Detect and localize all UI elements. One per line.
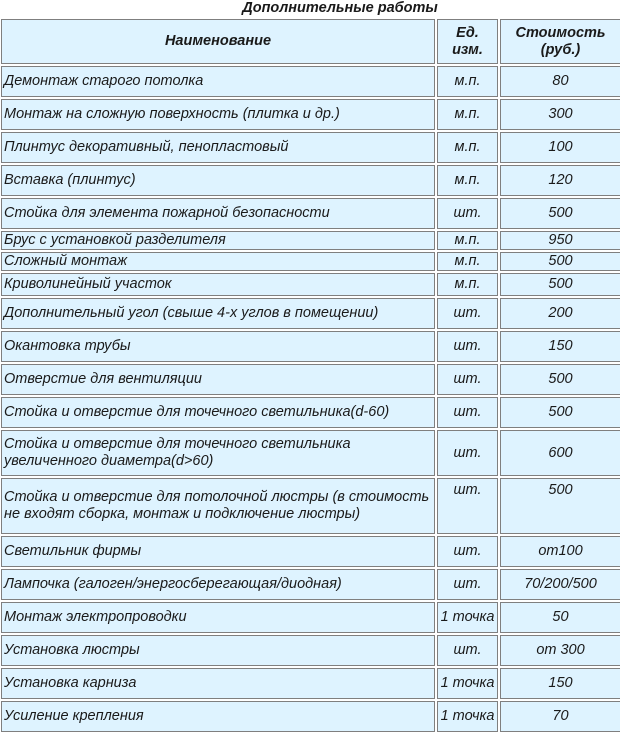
row-cost: 50 [500, 602, 620, 633]
table-row [1, 331, 620, 362]
row-name: Усиление крепления [1, 701, 435, 732]
table-row [1, 99, 620, 130]
row-unit: шт. [437, 430, 498, 476]
table-row [1, 701, 620, 732]
column-header-unit: Ед. изм. [437, 19, 498, 64]
row-unit: шт. [437, 569, 498, 600]
row-unit: шт. [437, 298, 498, 329]
row-cost: 500 [500, 397, 620, 428]
row-unit: 1 точка [437, 668, 498, 699]
table-row [1, 252, 620, 271]
row-cost: 70/200/500 [500, 569, 620, 600]
table-row [1, 397, 620, 428]
page-title: Дополнительные работы [0, 0, 620, 19]
table-row [1, 298, 620, 329]
row-name: Стойка для элемента пожарной безопасности [1, 198, 435, 229]
row-cost: 300 [500, 99, 620, 130]
table-row [1, 364, 620, 395]
table-row [1, 430, 620, 476]
row-unit: м.п. [437, 132, 498, 163]
row-unit: м.п. [437, 252, 498, 271]
row-name: Сложный монтаж [1, 252, 435, 271]
row-cost: 70 [500, 701, 620, 732]
row-name: Стойка и отверстие для точечного светильника увеличенного диаметра(d>60) [1, 430, 435, 476]
row-cost: от100 [500, 536, 620, 567]
table-row [1, 132, 620, 163]
row-unit: м.п. [437, 231, 498, 250]
table-row [1, 536, 620, 567]
table-row [1, 569, 620, 600]
row-unit: шт. [437, 635, 498, 666]
table-row [1, 66, 620, 97]
table-row [1, 198, 620, 229]
price-table [0, 17, 620, 734]
table-header-row [1, 19, 620, 64]
row-cost: от 300 [500, 635, 620, 666]
row-cost: 200 [500, 298, 620, 329]
table-row [1, 668, 620, 699]
row-name: Брус с установкой разделителя [1, 231, 435, 250]
row-cost: 500 [500, 252, 620, 271]
row-name: Окантовка трубы [1, 331, 435, 362]
row-unit: шт. [437, 198, 498, 229]
column-header-cost: Стоимость (руб.) [500, 19, 620, 64]
row-cost: 500 [500, 198, 620, 229]
row-unit: м.п. [437, 165, 498, 196]
row-name: Демонтаж старого потолка [1, 66, 435, 97]
row-name: Отверстие для вентиляции [1, 364, 435, 395]
row-cost: 150 [500, 668, 620, 699]
row-unit: 1 точка [437, 701, 498, 732]
table-row [1, 231, 620, 250]
row-unit: шт. [437, 364, 498, 395]
row-cost: 100 [500, 132, 620, 163]
row-unit: м.п. [437, 273, 498, 296]
row-name: Монтаж на сложную поверхность (плитка и др.) [1, 99, 435, 130]
row-name: Лампочка (галоген/энергосберегающая/диодная) [1, 569, 435, 600]
row-name: Плинтус декоративный, пенопластовый [1, 132, 435, 163]
row-unit: м.п. [437, 66, 498, 97]
row-cost: 500 [500, 364, 620, 395]
row-unit: м.п. [437, 99, 498, 130]
row-cost: 80 [500, 66, 620, 97]
table-body [1, 66, 620, 732]
table-row [1, 273, 620, 296]
table-row [1, 165, 620, 196]
row-name: Установка карниза [1, 668, 435, 699]
row-name: Криволинейный участок [1, 273, 435, 296]
row-cost: 950 [500, 231, 620, 250]
row-cost: 500 [500, 273, 620, 296]
row-unit: шт. [437, 536, 498, 567]
row-name: Стойка и отверстие для точечного светильника(d-60) [1, 397, 435, 428]
row-unit: шт. [437, 331, 498, 362]
row-name: Монтаж электропроводки [1, 602, 435, 633]
row-unit: шт. [437, 397, 498, 428]
row-cost: 600 [500, 430, 620, 476]
row-name: Дополнительный угол (свыше 4-х углов в помещении) [1, 298, 435, 329]
row-unit: шт. [437, 478, 498, 534]
row-name: Вставка (плинтус) [1, 165, 435, 196]
table-row [1, 635, 620, 666]
row-name: Установка люстры [1, 635, 435, 666]
row-cost: 500 [500, 478, 620, 534]
table-row [1, 602, 620, 633]
row-name: Светильник фирмы [1, 536, 435, 567]
column-header-name: Наименование [1, 19, 435, 64]
row-cost: 150 [500, 331, 620, 362]
row-unit: 1 точка [437, 602, 498, 633]
row-name: Стойка и отверстие для потолочной люстры (в стоимость не входят сборка, монтаж и подключение люстры) [1, 478, 435, 534]
table-row [1, 478, 620, 534]
row-cost: 120 [500, 165, 620, 196]
